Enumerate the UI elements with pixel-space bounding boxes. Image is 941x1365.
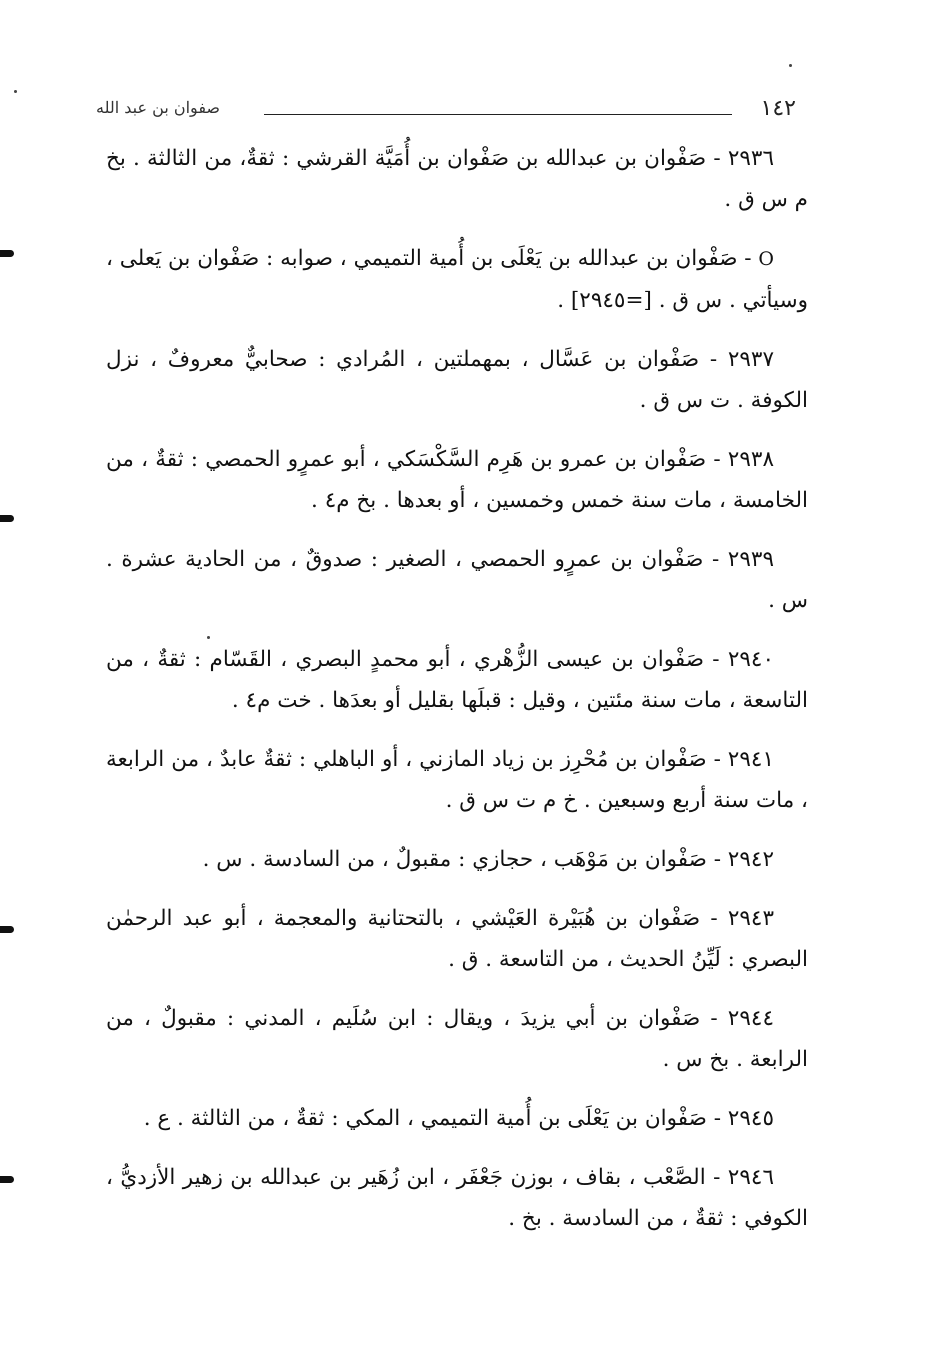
entry-text: الصَّعْب ، بقاف ، بوزن جَعْفَر ، ابن زُهَير بن عبدالله بن زهير الأزديُّ ، الكوفي : ثقةٌ ، من السادسة . بخ . — [106, 1165, 808, 1231]
biography-entry: ٢٩٤٠ - صَفْوان بن عيسى الزُّهْري ، أبو محمدٍ البصري ، القَسّام : ثقةٌ ، من التاسعة ، مات سنة مئتين ، وقيل : قبلَها بقليل أو بعدَها . خت م٤ . — [106, 647, 808, 713]
entry-number: ٢٩٤٦ — [727, 1165, 774, 1190]
page-number: ١٤٢ — [760, 96, 796, 121]
scan-speck — [14, 90, 17, 93]
entry-text: صَفْوان بن عبدالله بن صَفْوان بن أُمَيَّة القرشي : ثقةٌ، من الثالثة . بخ م س ق . — [106, 146, 808, 212]
biography-entry: ٢٩٤٥ - صَفْوان بن يَعْلَى بن أُمية التميمي ، المكي : ثقةٌ ، من الثالثة . ع . — [143, 1106, 774, 1131]
entry-number: ٢٩٣٦ — [727, 146, 775, 171]
entry-text: صَفْوان بن عبدالله بن يَعْلَى بن أُمية التميمي ، صوابه : صَفْوان بن يَعلى ، وسيأتي . س ق . [=٢٩٤٥] . — [106, 246, 808, 313]
biography-entry: ٢٩٤٣ - صَفْوان بن هُبَيْرة العَيْشي ، بالتحتانية والمعجمة ، أبو عبد الرحمٰن البصري : لَيِّنُ الحديث ، من التاسعة . ق . — [106, 906, 808, 972]
entry-number: ٢٩٣٧ — [727, 347, 775, 372]
entry-text: صَفْوان بن مَوْهَب ، حجازي : مقبولٌ ، من السادسة . س . — [202, 847, 707, 872]
biography-entry: ٢٩٤٦ - الصَّعْب ، بقاف ، بوزن جَعْفَر ، ابن زُهَير بن عبدالله بن زهير الأزديُّ ، الكوفي : ثقةٌ ، من السادسة . بخ . — [106, 1165, 808, 1231]
scan-edge-mark — [0, 1176, 14, 1183]
biography-entry: ٢٩٤٤ - صَفْوان بن أبي يزيدَ ، ويقال : ابن سُلَيم ، المدني : مقبولٌ ، من الرابعة . بخ س . — [106, 1006, 808, 1072]
header-rule — [264, 114, 732, 115]
biography-entry: O - صَفْوان بن عبدالله بن يَعْلَى بن أُمية التميمي ، صوابه : صَفْوان بن يَعلى ، وسيأتي . س ق . [=٢٩٤٥] . — [106, 246, 808, 313]
biography-entry: ٢٩٣٦ - صَفْوان بن عبدالله بن صَفْوان بن أُمَيَّة القرشي : ثقةٌ، من الثالثة . بخ م س ق . — [106, 146, 808, 212]
biography-entry: ٢٩٣٨ - صَفْوان بن عمرو بن هَرِم السَّكْسَكي ، أبو عمرٍو الحمصي : ثقةٌ ، من الخامسة ، مات سنة خمس وخمسين ، أو بعدها . بخ م٤ . — [106, 447, 808, 513]
entry-number: ٢٩٤٢ — [727, 847, 774, 872]
biography-entry: ٢٩٣٧ - صَفْوان بن عَسَّال ، بمهملتين ، المُرادي : صحابيٌّ معروفٌ ، نزل الكوفة . ت س ق . — [106, 347, 808, 413]
running-title: صفوان بن عبد الله — [96, 98, 220, 117]
entry-text: صَفْوان بن عَسَّال ، بمهملتين ، المُرادي : صحابيٌّ معروفٌ ، نزل الكوفة . ت س ق . — [106, 347, 808, 413]
scan-edge-mark — [0, 515, 14, 522]
entry-text: صَفْوان بن هُبَيْرة العَيْشي ، بالتحتانية والمعجمة ، أبو عبد الرحمٰن البصري : لَيِّنُ الحديث ، من التاسعة . ق . — [106, 906, 808, 972]
entry-text: صَفْوان بن مُحْرِز بن زياد المازني ، أو الباهلي : ثقةٌ عابدٌ ، من الرابعة ، مات سنة أربع وسبعين . خ م ت س ق . — [106, 747, 808, 813]
entry-list — [106, 138, 808, 1257]
scan-edge-mark — [0, 250, 14, 257]
entry-number: ٢٩٣٨ — [727, 447, 774, 472]
entry-text: صَفْوان بن عيسى الزُّهْري ، أبو محمدٍ البصري ، القَسّام : ثقةٌ ، من التاسعة ، مات سنة مئتين ، وقيل : قبلَها بقليل أو بعدَها . خت م٤ . — [106, 647, 808, 713]
entry-text: صَفْوان بن عمرو بن هَرِم السَّكْسَكي ، أبو عمرٍو الحمصي : ثقةٌ ، من الخامسة ، مات سنة خمس وخمسين ، أو بعدها . بخ م٤ . — [106, 447, 808, 513]
running-head — [96, 96, 796, 130]
entry-number: ٢٩٤١ — [727, 747, 774, 772]
entry-number: ٢٩٤٣ — [727, 906, 775, 931]
entry-number: ٢٩٤٤ — [727, 1006, 774, 1031]
biography-entry: ٢٩٣٩ - صَفْوان بن عمرٍو الحمصي ، الصغير : صدوقٌ ، من الحادية عشرة . س . — [106, 547, 808, 613]
entry-text: صَفْوان بن يَعْلَى بن أُمية التميمي ، المكي : ثقةٌ ، من الثالثة . ع . — [143, 1106, 707, 1131]
biography-entry: ٢٩٤٢ - صَفْوان بن مَوْهَب ، حجازي : مقبولٌ ، من السادسة . س . — [202, 847, 774, 872]
entry-number: ٢٩٤٥ — [727, 1106, 774, 1131]
scan-speck — [207, 636, 210, 639]
scan-edge-mark — [0, 926, 14, 933]
entry-number: ٢٩٣٩ — [727, 547, 774, 572]
entry-text: صَفْوان بن عمرٍو الحمصي ، الصغير : صدوقٌ ، من الحادية عشرة . س . — [106, 547, 808, 613]
entry-marker: O — [758, 248, 774, 270]
scan-speck — [789, 64, 792, 67]
entry-number: ٢٩٤٠ — [727, 647, 775, 672]
biography-entry: ٢٩٤١ - صَفْوان بن مُحْرِز بن زياد المازني ، أو الباهلي : ثقةٌ عابدٌ ، من الرابعة ، مات سنة أربع وسبعين . خ م ت س ق . — [106, 747, 808, 813]
entry-text: صَفْوان بن أبي يزيدَ ، ويقال : ابن سُلَيم ، المدني : مقبولٌ ، من الرابعة . بخ س . — [106, 1006, 808, 1072]
